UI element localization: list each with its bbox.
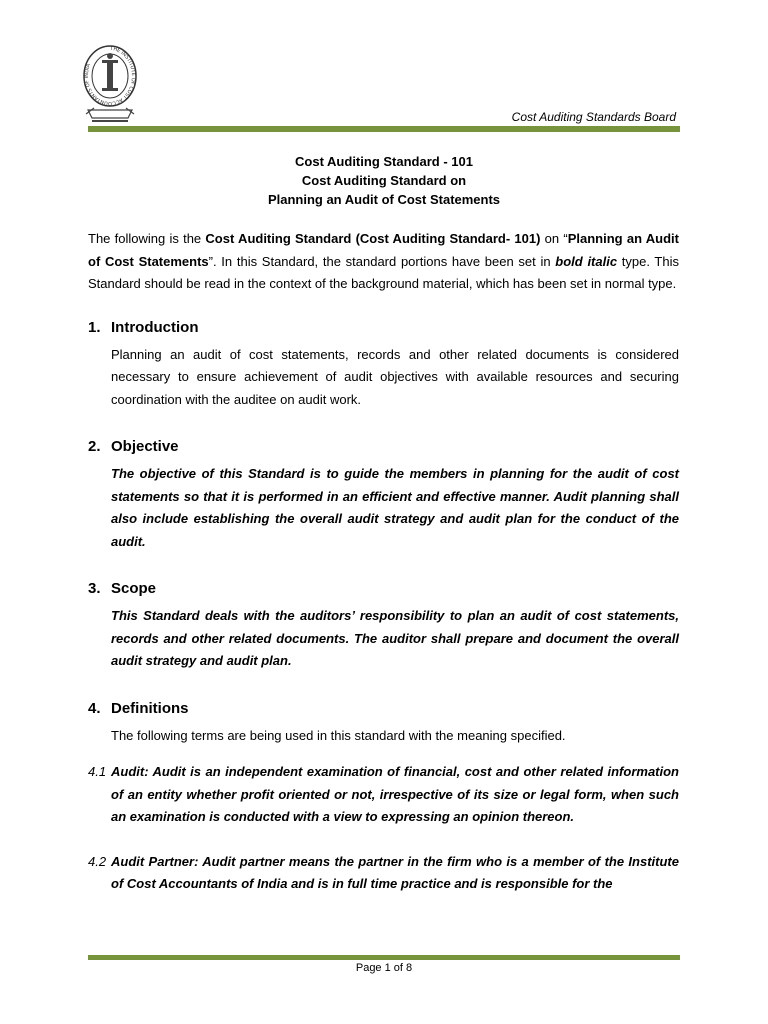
section-heading-objective [88,437,679,457]
intro-paragraph [88,228,679,296]
section-number: 3. [88,580,101,597]
definition-number: 4.2 [88,853,107,869]
section-title: Introduction [111,318,199,336]
footer-rule [88,955,680,960]
title-block [88,152,680,209]
intro-bold-title: Planning an Audit of Cost Statements [88,231,679,269]
section-body-objective: The objective of this Standard is to guide the members in planning for the audit of cost statements so that it is performed in an efficient and effective manner. Audit planning shall also include establishing the overall audit strategy and audit plan for the conduct of the audit. [111,466,679,549]
intro-text: ”. In this Standard, the standard portions have been set in [208,253,556,269]
section-heading-scope [88,579,679,599]
definition-text: Audit: Audit is an independent examination of financial, cost and other related information of an entity whether profit oriented or not, irrespective of its size or legal form, when such an examination is conducted with a view to expressing an opinion thereon. [111,764,679,824]
section-body-scope: This Standard deals with the auditors’ responsibility to plan an audit of cost statements, records and other related documents. The auditor shall prepare and document the overall audit strategy and audit plan. [111,608,679,668]
section-body-definitions: The following terms are being used in this standard with the meaning specified. [111,727,566,743]
definition-number: 4.1 [88,764,107,779]
definition-text: Audit Partner: Audit partner means the partner in the firm who is a member of the Institute of Cost Accountants of India and is in full time practice and is responsible for the [111,853,679,891]
institute-seal-icon [82,44,138,126]
title-line-2: Cost Auditing Standard on [301,173,467,188]
section-number: 2. [88,438,101,455]
section-title: Objective [111,438,179,455]
section-heading-introduction [88,318,679,338]
intro-text: The following is the [88,231,206,246]
title-line-1: Cost Auditing Standard - 101 [295,154,473,169]
svg-text:THE INSTITUTE OF COST ACCOUNTA: THE INSTITUTE OF COST ACCOUNTANTS OF INDIA [83,45,136,107]
section-number: 1. [88,318,101,336]
section-body-introduction: Planning an audit of cost statements, records and other related documents is considered necessary to ensure achievement of audit objectives with available resources and securing coordination with the auditee on audit work. [111,346,679,407]
title-line-3: Planning an Audit of Cost Statements [267,192,501,207]
section-number: 4. [88,699,101,717]
header-org-name: Cost Auditing Standards Board [511,110,676,124]
document-body [88,228,679,918]
intro-text: type. This Standard should be read in the context of the background material, which has been set in normal type. [88,253,679,291]
definition-item [88,761,679,829]
intro-bold-standard: Cost Auditing Standard (Cost Auditing Standard- 101) [205,231,541,246]
section-heading-definitions [88,699,679,719]
intro-bold-italic: bold italic [555,253,618,269]
section-title: Definitions [111,699,189,717]
section-title: Scope [111,580,157,597]
page-number: Page 1 of 8 [355,962,413,974]
intro-text: on “ [540,231,568,246]
definition-item [88,851,679,896]
header-rule [88,126,680,132]
